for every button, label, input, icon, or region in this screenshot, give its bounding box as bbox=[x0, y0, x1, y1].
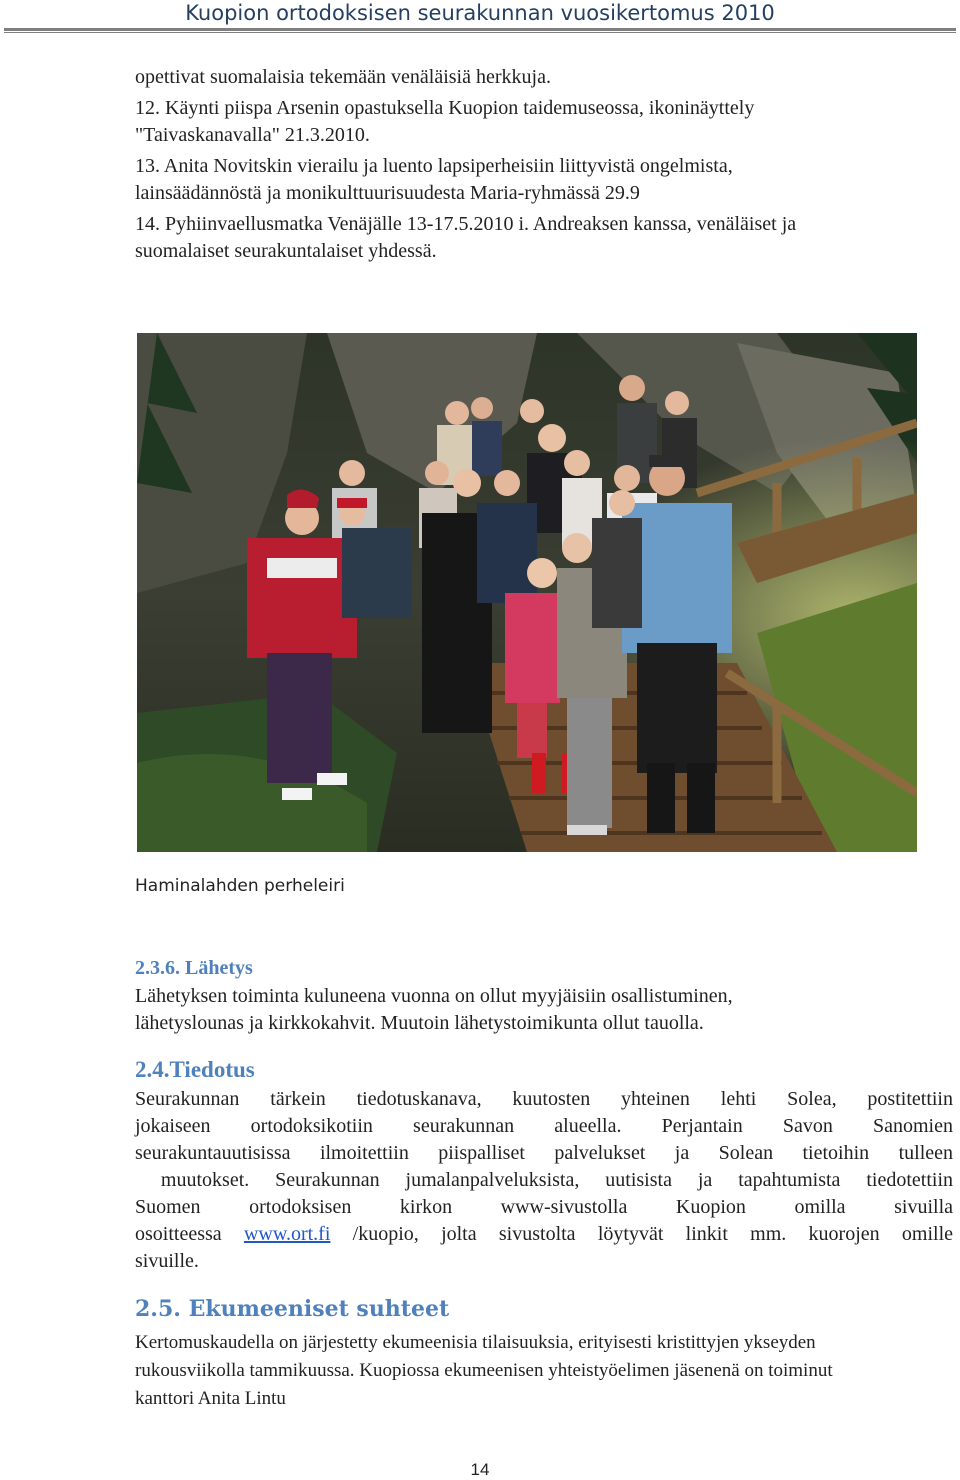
paragraph-line: sivuille. bbox=[135, 1250, 199, 1272]
paragraph-line: Kertomuskaudella on järjestetty ekumeenisia tilaisuuksia, erityisesti kristittyjen ykseyden bbox=[135, 1332, 816, 1353]
list-line: lainsäädännöstä ja monikulttuurisuudesta Maria-ryhmässä 29.9 bbox=[135, 182, 640, 204]
link-suffix: /kuopio, jolta sivustolta löytyvät linkit mm. kuorojen omille bbox=[330, 1223, 954, 1245]
list-line: 14. Pyhiinvaellusmatka Venäjälle 13-17.5.2010 i. Andreaksen kanssa, venäläiset ja bbox=[135, 213, 797, 235]
website-link[interactable]: www.ort.fi bbox=[243, 1223, 331, 1245]
section-heading-ekumeeniset: 2.5. Ekumeeniset suhteet bbox=[135, 1296, 450, 1322]
list-line: opettivat suomalaisia tekemään venäläisiä herkkuja. bbox=[135, 66, 551, 88]
page-number: 14 bbox=[470, 1460, 490, 1479]
paragraph-line: Suomen ortodoksisen kirkon www-sivustolla Kuopion omilla sivuilla bbox=[135, 1196, 953, 1218]
ekumeeniset-paragraph bbox=[135, 1329, 953, 1413]
paragraph-line: Seurakunnan tärkein tiedotuskanava, kuutosten yhteinen lehti Solea, postitettiin bbox=[135, 1088, 953, 1110]
intro-list bbox=[135, 64, 953, 265]
list-line: "Taivaskanavalla" 21.3.2010. bbox=[135, 124, 370, 146]
lahetys-paragraph bbox=[135, 983, 953, 1037]
paragraph-line: lähetyslounas ja kirkkokahvit. Muutoin lähetystoimikunta ollut tauolla. bbox=[135, 1012, 704, 1034]
group-photo bbox=[137, 333, 917, 852]
list-line: 12. Käynti piispa Arsenin opastuksella Kuopion taidemuseossa, ikoninäyttely bbox=[135, 97, 755, 119]
section-heading-tiedotus: 2.4.Tiedotus bbox=[135, 1057, 255, 1082]
link-prefix: osoitteessa bbox=[135, 1223, 244, 1245]
paragraph-line-with-link bbox=[135, 1221, 953, 1248]
list-line: suomalaiset seurakuntalaiset yhdessä. bbox=[135, 240, 437, 262]
photo-caption: Haminalahden perheleiri bbox=[135, 876, 345, 896]
list-line: 13. Anita Novitskin vierailu ja luento lapsiperheisiin liittyvistä ongelmista, bbox=[135, 155, 733, 177]
header-rule-thin bbox=[4, 32, 956, 33]
paragraph-line: seurakuntauutisissa ilmoitettiin piispalliset palvelukset ja Solean tietoihin tulleen bbox=[135, 1142, 953, 1164]
paragraph-line: Lähetyksen toiminta kuluneena vuonna on ollut myyjäisiin osallistuminen, bbox=[135, 985, 733, 1007]
tiedotus-paragraph bbox=[135, 1086, 953, 1275]
page-header bbox=[0, 0, 960, 30]
paragraph-line: rukousviikolla tammikuussa. Kuopiossa ekumeenisen yhteistyöelimen jäsenenä on toiminut bbox=[135, 1360, 833, 1381]
paragraph-line: kanttori Anita Lintu bbox=[135, 1388, 286, 1409]
paragraph-line: jokaiseen ortodoksikotiin seurakunnan alueella. Perjantain Savon Sanomien bbox=[135, 1115, 953, 1137]
section-heading-lahetys: 2.3.6. Lähetys bbox=[135, 957, 253, 979]
header-rule bbox=[4, 28, 956, 31]
document-title: Kuopion ortodoksisen seurakunnan vuosikertomus 2010 bbox=[185, 1, 775, 25]
paragraph-line: muutokset. Seurakunnan jumalanpalveluksista, uutisista ja tapahtumista tiedotettiin bbox=[135, 1169, 953, 1191]
